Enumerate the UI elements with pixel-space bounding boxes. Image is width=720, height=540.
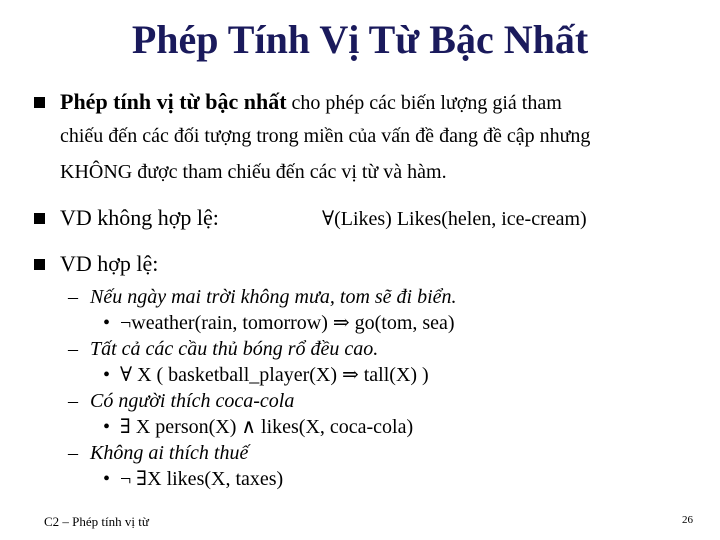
square-bullet-icon <box>34 213 45 224</box>
example-2-statement: Tất cả các cầu thủ bóng rổ đều cao. <box>90 338 379 360</box>
example-4-dash: – <box>68 442 78 464</box>
example-3-bullet: • <box>103 416 111 438</box>
example-3-statement: Có người thích coca-cola <box>90 390 295 412</box>
bullet-1-bold-term: Phép tính vị từ bậc nhất <box>60 89 287 114</box>
square-bullet-icon <box>34 97 45 108</box>
bullet-1-line-3: KHÔNG được tham chiếu đến các vị từ và hàm. <box>60 161 447 183</box>
bullet-2-label: VD không hợp lệ: <box>60 205 219 230</box>
example-2-bullet: • <box>103 364 111 386</box>
example-4-bullet: • <box>103 468 111 490</box>
example-2-formula: ∀ X ( basketball_player(X) ⇒ tall(X) ) <box>120 364 429 386</box>
bullet-3-label: VD hợp lệ: <box>60 251 159 276</box>
example-1-statement: Nếu ngày mai trời không mưa, tom sẽ đi biển. <box>90 286 457 308</box>
example-1-formula: ¬weather(rain, tomorrow) ⇒ go(tom, sea) <box>120 312 455 334</box>
square-bullet-icon <box>34 259 45 270</box>
example-4-statement: Không ai thích thuế <box>90 442 249 464</box>
bullet-1-line-1 <box>60 89 562 116</box>
slide-title: Phép Tính Vị Từ Bậc Nhất <box>131 17 589 62</box>
example-1-dash: – <box>68 286 78 308</box>
example-1-bullet: • <box>103 312 111 334</box>
slide-footer: C2 – Phép tính vị từ <box>44 514 149 529</box>
bullet-1-line-2: chiếu đến các đối tượng trong miền của vấn đề đang đề cập nhưng <box>60 125 591 147</box>
example-3-formula: ∃ X person(X) ∧ likes(X, coca-cola) <box>120 416 414 438</box>
page-number: 26 <box>682 514 693 526</box>
example-2-dash: – <box>68 338 78 360</box>
bullet-2-formula: ∀(Likes) Likes(helen, ice-cream) <box>322 208 587 230</box>
example-3-dash: – <box>68 390 78 412</box>
example-4-formula: ¬ ∃X likes(X, taxes) <box>120 468 284 490</box>
bullet-1-text: cho phép các biến lượng giá tham <box>286 92 562 114</box>
